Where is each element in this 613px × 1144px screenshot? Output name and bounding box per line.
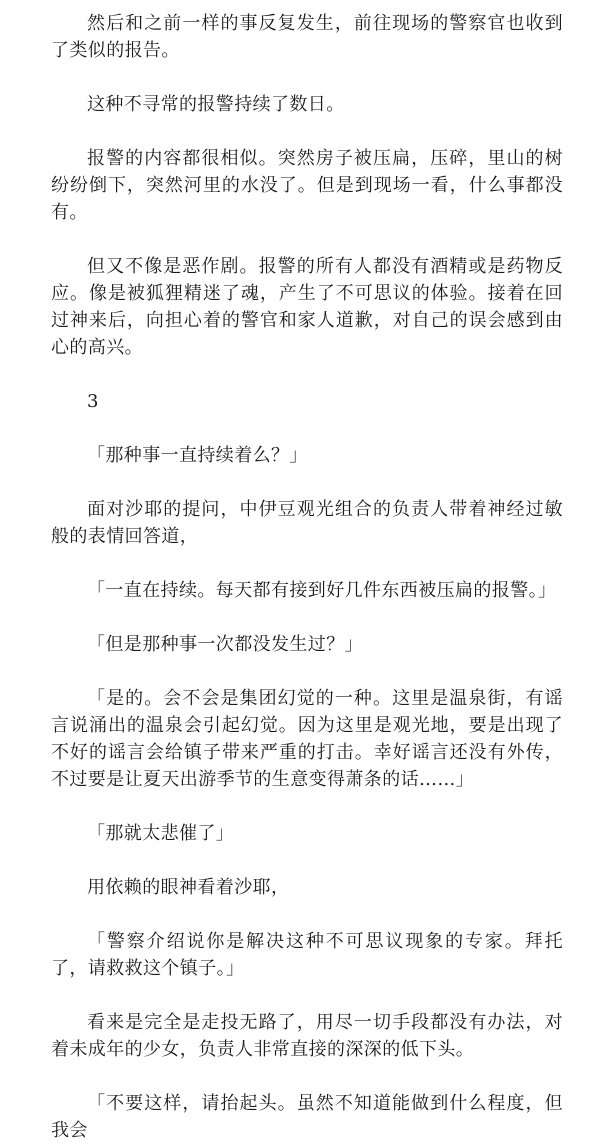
- paragraph: 「一直在持续。每天都有接到好几件东西被压扁的报警。」: [87, 580, 557, 601]
- paragraph: 用依赖的眼神看着沙耶，: [87, 877, 290, 898]
- paragraph: 「不要这样，请抬起头。虽然不知道能做到什么程度，但我会: [51, 1093, 563, 1141]
- paragraph: 看来是完全是走投无路了，用尽一切手段都没有办法，对着未成年的少女，负责人非常直接的深深的低下头。: [51, 1012, 563, 1060]
- paragraph: 面对沙耶的提问，中伊豆观光组合的负责人带着神经过敏般的表情回答道，: [51, 499, 563, 547]
- paragraph: 「是的。会不会是集团幻觉的一种。这里是温泉街，有谣言说涌出的温泉会引起幻觉。因为这里是观光地，要是出现了不好的谣言会给镇子带来严重的打击。幸好谣言还没有外传，不过要是让夏天出游季节的生意变得萧条的话……」: [51, 688, 563, 790]
- paragraph: 但又不像是恶作剧。报警的所有人都没有酒精或是药物反应。像是被狐狸精迷了魂，产生了不可思议的体验。接着在回过神来后，向担心着的警官和家人道歉，对自己的误会感到由心的高兴。: [51, 256, 563, 358]
- paragraph: 「那种事一直持续着么？」: [87, 445, 308, 466]
- paragraph: 然后和之前一样的事反复发生，前往现场的警察官也收到了类似的报告。: [51, 13, 563, 61]
- paragraph: 这种不寻常的报警持续了数日。: [87, 94, 345, 115]
- paragraph: 「那就太悲催了」: [87, 823, 235, 844]
- paragraph: 报警的内容都很相似。突然房子被压扁，压碎，里山的树纷纷倒下，突然河里的水没了。但是到现场一看，什么事都没有。: [51, 148, 563, 223]
- paragraph: 「警察介绍说你是解决这种不可思议现象的专家。拜托了，请救救这个镇子。」: [51, 931, 563, 979]
- paragraph: 「但是那种事一次都没发生过？」: [87, 634, 363, 655]
- section-number: 3: [87, 391, 99, 412]
